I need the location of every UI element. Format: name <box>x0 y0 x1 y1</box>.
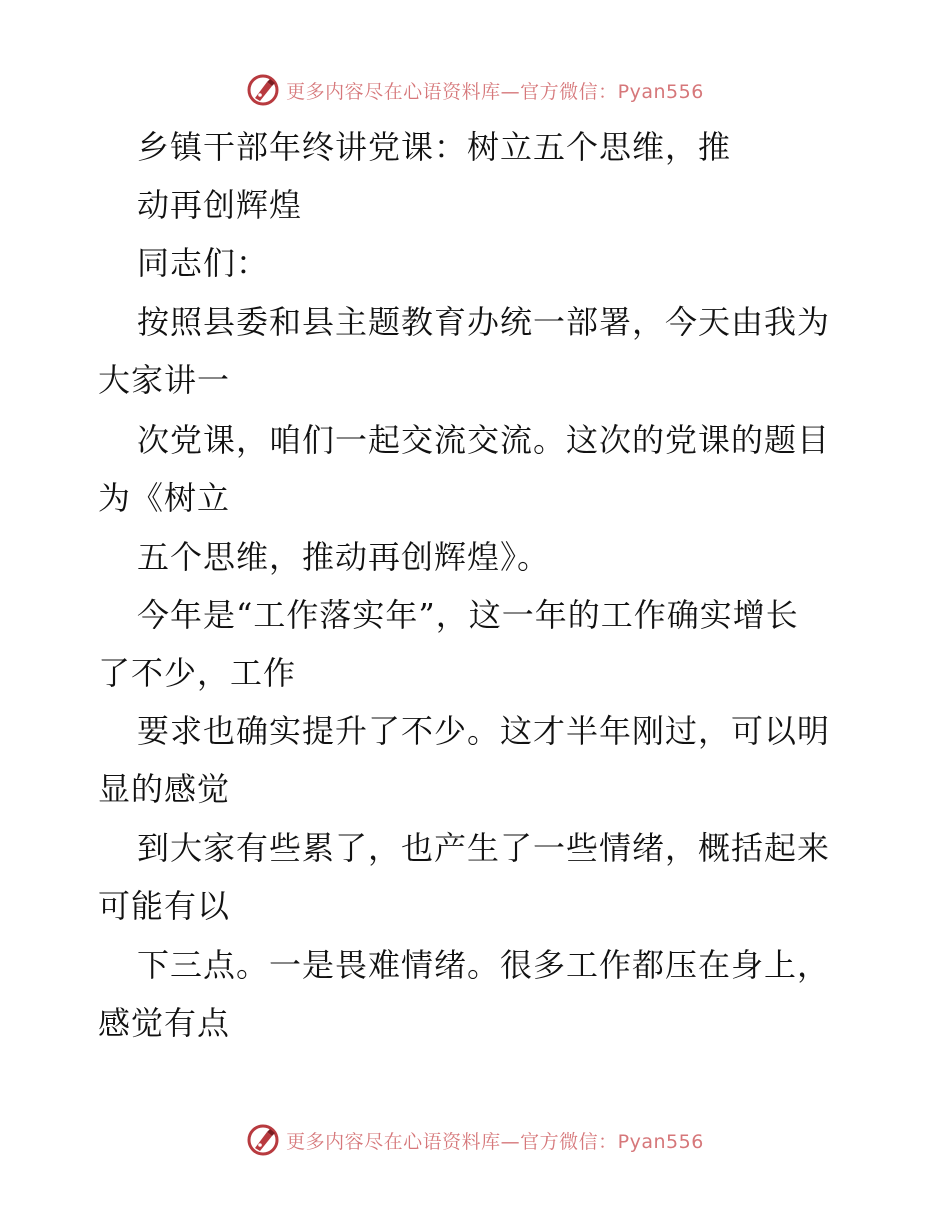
header-banner <box>0 70 950 110</box>
paragraph-line: 要求也确实提升了不少。这才半年刚过，可以明 <box>137 712 831 750</box>
footer-banner-text: 更多内容尽在心语资料库—官方微信：Pyan556 <box>286 1130 704 1153</box>
pen-nib-logo-icon <box>246 73 280 107</box>
paragraph-line: 可能有以 <box>98 887 231 925</box>
paragraph-line: 大家讲一 <box>98 361 231 399</box>
doc-title-line-2: 动再创辉煌 <box>137 186 303 224</box>
paragraph-line: 五个思维，推动再创辉煌》。 <box>137 538 551 576</box>
doc-title-line-1: 乡镇干部年终讲党课：树立五个思维，推 <box>137 128 732 166</box>
paragraph-line: 了不少，工作 <box>98 654 297 692</box>
paragraph-line: 显的感觉 <box>98 770 231 808</box>
paragraph-line: 感觉有点 <box>98 1004 231 1042</box>
paragraph-line: 今年是“工作落实年”，这一年的工作确实增长 <box>137 596 799 634</box>
pen-nib-logo-icon <box>246 1123 280 1157</box>
paragraph-line: 到大家有些累了，也产生了一些情绪，概括起来 <box>137 829 831 867</box>
footer-banner <box>0 1120 950 1160</box>
paragraph-line: 下三点。一是畏难情绪。很多工作都压在身上， <box>137 946 831 984</box>
salutation-line: 同志们： <box>137 244 270 282</box>
paragraph-line: 次党课，咱们一起交流交流。这次的党课的题目 <box>137 421 831 459</box>
header-banner-text: 更多内容尽在心语资料库—官方微信：Pyan556 <box>286 80 704 103</box>
paragraph-line: 按照县委和县主题教育办统一部署，今天由我为 <box>137 303 831 341</box>
paragraph-line: 为《树立 <box>98 479 231 517</box>
